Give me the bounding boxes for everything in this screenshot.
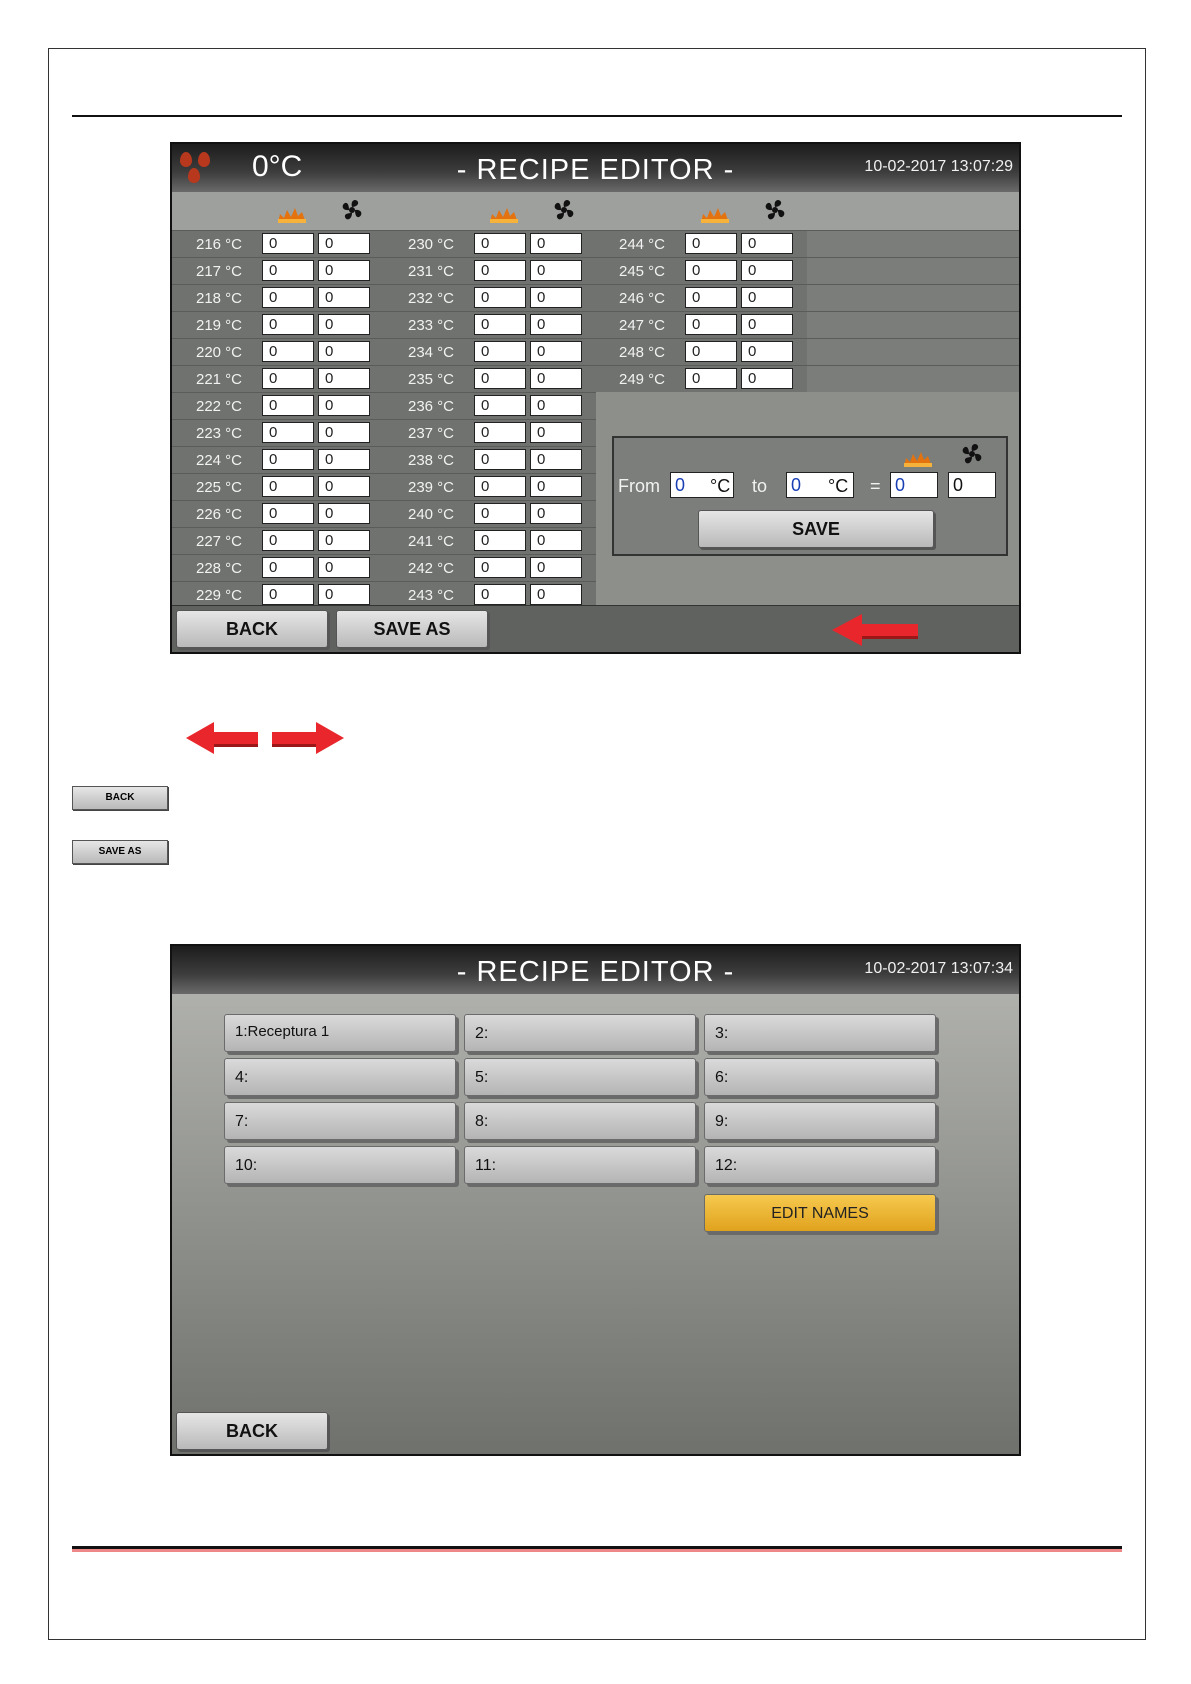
fan-input[interactable]: 0 xyxy=(530,503,582,524)
temperature-label: 247 °C xyxy=(618,317,666,334)
flame-icon xyxy=(488,206,520,224)
heat-input[interactable]: 0 xyxy=(685,341,737,362)
range-save-button[interactable]: SAVE xyxy=(698,510,934,548)
temperature-label: 226 °C xyxy=(195,506,243,523)
heat-input[interactable]: 0 xyxy=(474,557,526,578)
fan-input[interactable]: 0 xyxy=(318,503,370,524)
flame-icon xyxy=(902,450,934,468)
empty-row xyxy=(807,365,1019,392)
heat-input[interactable]: 0 xyxy=(262,395,314,416)
to-label: to xyxy=(752,476,768,496)
range-heat-input[interactable]: 0 xyxy=(890,472,938,498)
heat-input[interactable]: 0 xyxy=(474,530,526,551)
fan-input[interactable]: 0 xyxy=(530,233,582,254)
temperature-label: 234 °C xyxy=(407,344,455,361)
heat-input[interactable]: 0 xyxy=(262,368,314,389)
table-row xyxy=(172,554,384,581)
table-row xyxy=(384,338,596,365)
heat-input[interactable]: 0 xyxy=(685,233,737,254)
temperature-label: 239 °C xyxy=(407,479,455,496)
heat-input[interactable]: 0 xyxy=(474,260,526,281)
fan-input[interactable]: 0 xyxy=(741,287,793,308)
datetime: 10-02-2017 13:07:34 xyxy=(864,960,1013,977)
temperature-label: 238 °C xyxy=(407,452,455,469)
temperature-label: 219 °C xyxy=(195,317,243,334)
heat-input[interactable]: 0 xyxy=(262,260,314,281)
back-button[interactable]: BACK xyxy=(176,610,328,648)
heat-input[interactable]: 0 xyxy=(262,449,314,470)
save-as-button[interactable]: SAVE AS xyxy=(336,610,488,648)
table-row xyxy=(595,365,807,392)
screen-title: - RECIPE EDITOR - xyxy=(456,956,735,988)
table-row xyxy=(384,311,596,338)
table-row xyxy=(172,446,384,473)
fan-input[interactable]: 0 xyxy=(318,530,370,551)
temperature-label: 232 °C xyxy=(407,290,455,307)
arrow-left-icon[interactable] xyxy=(830,612,922,648)
heat-input[interactable]: 0 xyxy=(262,422,314,443)
recipe-slot-button[interactable]: 9: xyxy=(704,1102,936,1140)
temperature-label: 221 °C xyxy=(195,371,243,388)
temperature-label: 223 °C xyxy=(195,425,243,442)
heat-input[interactable]: 0 xyxy=(685,287,737,308)
fan-input[interactable]: 0 xyxy=(741,314,793,335)
temperature-label: 245 °C xyxy=(618,263,666,280)
temperature-label: 240 °C xyxy=(407,506,455,523)
temperature-label: 217 °C xyxy=(195,263,243,280)
fan-input[interactable]: 0 xyxy=(530,449,582,470)
footer-rule-accent xyxy=(72,1549,1122,1552)
from-temp-input[interactable]: 0 xyxy=(670,472,734,498)
table-row xyxy=(595,311,807,338)
fan-icon xyxy=(960,442,984,466)
screen-title: - RECIPE EDITOR - xyxy=(456,154,735,186)
empty-row xyxy=(807,338,1019,365)
arrow-left-icon xyxy=(184,720,260,756)
table-row xyxy=(172,581,384,608)
table-row xyxy=(172,392,384,419)
title-bar xyxy=(172,946,1019,994)
to-unit: °C xyxy=(828,476,849,496)
table-row xyxy=(384,419,596,446)
recipe-slot-button[interactable]: 12: xyxy=(704,1146,936,1184)
temperature-label: 242 °C xyxy=(407,560,455,577)
temperature-label: 237 °C xyxy=(407,425,455,442)
arrow-right-icon xyxy=(270,720,346,756)
table-row xyxy=(384,554,596,581)
fan-input[interactable]: 0 xyxy=(530,476,582,497)
table-row xyxy=(172,257,384,284)
legend-save-as-button: SAVE AS xyxy=(72,840,168,864)
datetime: 10-02-2017 13:07:29 xyxy=(864,158,1013,175)
heat-input[interactable]: 0 xyxy=(262,584,314,605)
table-row xyxy=(384,500,596,527)
table-row xyxy=(595,257,807,284)
temperature-label: 228 °C xyxy=(195,560,243,577)
fan-input[interactable]: 0 xyxy=(318,422,370,443)
table-row xyxy=(384,365,596,392)
heat-input[interactable]: 0 xyxy=(474,287,526,308)
temperature-label: 222 °C xyxy=(195,398,243,415)
table-row xyxy=(172,338,384,365)
heat-input[interactable]: 0 xyxy=(474,314,526,335)
recipe-list-screen xyxy=(170,944,1021,1456)
temperature-label: 231 °C xyxy=(407,263,455,280)
heat-input[interactable]: 0 xyxy=(262,233,314,254)
recipe-slot-button[interactable]: 11: xyxy=(464,1146,696,1184)
table-row xyxy=(595,338,807,365)
table-row xyxy=(172,419,384,446)
temperature-label: 235 °C xyxy=(407,371,455,388)
table-row xyxy=(595,284,807,311)
temperature-label: 216 °C xyxy=(195,236,243,253)
empty-row xyxy=(807,284,1019,311)
temperature-label: 236 °C xyxy=(407,398,455,415)
recipe-slot-button[interactable]: 4: xyxy=(224,1058,456,1096)
empty-row xyxy=(807,311,1019,338)
to-temp-input[interactable]: 0 xyxy=(786,472,854,498)
range-fan-input[interactable]: 0 xyxy=(948,472,996,498)
fan-input[interactable]: 0 xyxy=(741,341,793,362)
temperature-label: 225 °C xyxy=(195,479,243,496)
fan-input[interactable]: 0 xyxy=(318,584,370,605)
legend-back-button: BACK xyxy=(72,786,168,810)
recipe-slot-button[interactable]: 2: xyxy=(464,1014,696,1052)
table-row xyxy=(384,527,596,554)
temperature-label: 241 °C xyxy=(407,533,455,550)
fan-input[interactable]: 0 xyxy=(318,557,370,578)
fan-input[interactable]: 0 xyxy=(318,287,370,308)
heat-input[interactable]: 0 xyxy=(685,368,737,389)
table-row xyxy=(384,446,596,473)
recipe-slot-button[interactable]: 5: xyxy=(464,1058,696,1096)
table-row xyxy=(384,257,596,284)
heat-input[interactable]: 0 xyxy=(474,503,526,524)
heat-input[interactable]: 0 xyxy=(685,314,737,335)
heat-input[interactable]: 0 xyxy=(474,584,526,605)
temperature-label: 246 °C xyxy=(618,290,666,307)
table-row xyxy=(172,284,384,311)
table-row xyxy=(172,473,384,500)
temperature-label: 224 °C xyxy=(195,452,243,469)
heat-input[interactable]: 0 xyxy=(262,341,314,362)
heat-input[interactable]: 0 xyxy=(685,260,737,281)
table-row xyxy=(384,473,596,500)
fan-input[interactable]: 0 xyxy=(318,476,370,497)
fan-input[interactable]: 0 xyxy=(318,233,370,254)
recipe-slot-button[interactable]: 3: xyxy=(704,1014,936,1052)
heat-input[interactable]: 0 xyxy=(262,557,314,578)
table-row xyxy=(172,311,384,338)
fan-input[interactable]: 0 xyxy=(318,260,370,281)
heat-input[interactable]: 0 xyxy=(262,503,314,524)
heat-input[interactable]: 0 xyxy=(262,476,314,497)
temperature-label: 233 °C xyxy=(407,317,455,334)
heat-input[interactable]: 0 xyxy=(474,449,526,470)
fan-input[interactable]: 0 xyxy=(530,395,582,416)
bottom-bar xyxy=(172,605,1019,652)
fan-input[interactable]: 0 xyxy=(530,584,582,605)
heat-input[interactable]: 0 xyxy=(474,341,526,362)
table-row xyxy=(172,500,384,527)
recipe-slot-button[interactable]: 1:Receptura 1 xyxy=(224,1014,456,1052)
equals-sign: = xyxy=(870,476,881,496)
fan-input[interactable]: 0 xyxy=(530,287,582,308)
table-row xyxy=(384,284,596,311)
fan-input[interactable]: 0 xyxy=(741,260,793,281)
current-temperature: 0°C xyxy=(252,150,303,183)
table-row xyxy=(384,392,596,419)
temperature-label: 243 °C xyxy=(407,587,455,604)
heat-input[interactable]: 0 xyxy=(474,422,526,443)
heat-input[interactable]: 0 xyxy=(474,233,526,254)
heat-input[interactable]: 0 xyxy=(262,530,314,551)
temperature-label: 249 °C xyxy=(618,371,666,388)
fan-input[interactable]: 0 xyxy=(318,368,370,389)
fan-icon xyxy=(552,198,576,222)
heat-input[interactable]: 0 xyxy=(262,314,314,335)
heat-input[interactable]: 0 xyxy=(474,368,526,389)
fan-input[interactable]: 0 xyxy=(530,314,582,335)
fan-input[interactable]: 0 xyxy=(741,368,793,389)
heat-input[interactable]: 0 xyxy=(262,287,314,308)
from-unit: °C xyxy=(710,476,731,496)
fan-icon xyxy=(763,198,787,222)
fan-input[interactable]: 0 xyxy=(530,530,582,551)
table-row xyxy=(595,230,807,257)
table-row xyxy=(172,527,384,554)
fan-input[interactable]: 0 xyxy=(741,233,793,254)
fan-input[interactable]: 0 xyxy=(530,368,582,389)
fan-input[interactable]: 0 xyxy=(318,395,370,416)
temperature-label: 229 °C xyxy=(195,587,243,604)
heat-input[interactable]: 0 xyxy=(474,476,526,497)
recipe-editor-screen xyxy=(170,142,1021,654)
fan-input[interactable]: 0 xyxy=(318,314,370,335)
fan-input[interactable]: 0 xyxy=(530,260,582,281)
from-label: From xyxy=(618,476,660,496)
flame-icon xyxy=(699,206,731,224)
title-bar xyxy=(172,144,1019,192)
temperature-label: 220 °C xyxy=(195,344,243,361)
fan-input[interactable]: 0 xyxy=(318,341,370,362)
recipe-slot-button[interactable]: 7: xyxy=(224,1102,456,1140)
back-button[interactable]: BACK xyxy=(176,1412,328,1450)
fan-icon xyxy=(340,198,364,222)
edit-names-button[interactable]: EDIT NAMES xyxy=(704,1194,936,1232)
temperature-label: 218 °C xyxy=(195,290,243,307)
temperature-label: 244 °C xyxy=(618,236,666,253)
recipe-slot-button[interactable]: 10: xyxy=(224,1146,456,1184)
table-row xyxy=(172,230,384,257)
table-row xyxy=(384,230,596,257)
recipe-slot-button[interactable]: 6: xyxy=(704,1058,936,1096)
fan-input[interactable]: 0 xyxy=(318,449,370,470)
header-rule xyxy=(72,115,1122,117)
fan-input[interactable]: 0 xyxy=(530,422,582,443)
fan-input[interactable]: 0 xyxy=(530,341,582,362)
recipe-slot-button[interactable]: 8: xyxy=(464,1102,696,1140)
range-fill-panel xyxy=(612,436,1008,556)
fan-input[interactable]: 0 xyxy=(530,557,582,578)
temperature-label: 248 °C xyxy=(618,344,666,361)
table-row xyxy=(384,581,596,608)
temperature-label: 227 °C xyxy=(195,533,243,550)
table-row xyxy=(172,365,384,392)
flame-icon xyxy=(276,206,308,224)
empty-row xyxy=(807,230,1019,257)
temperature-label: 230 °C xyxy=(407,236,455,253)
heat-input[interactable]: 0 xyxy=(474,395,526,416)
empty-row xyxy=(807,257,1019,284)
